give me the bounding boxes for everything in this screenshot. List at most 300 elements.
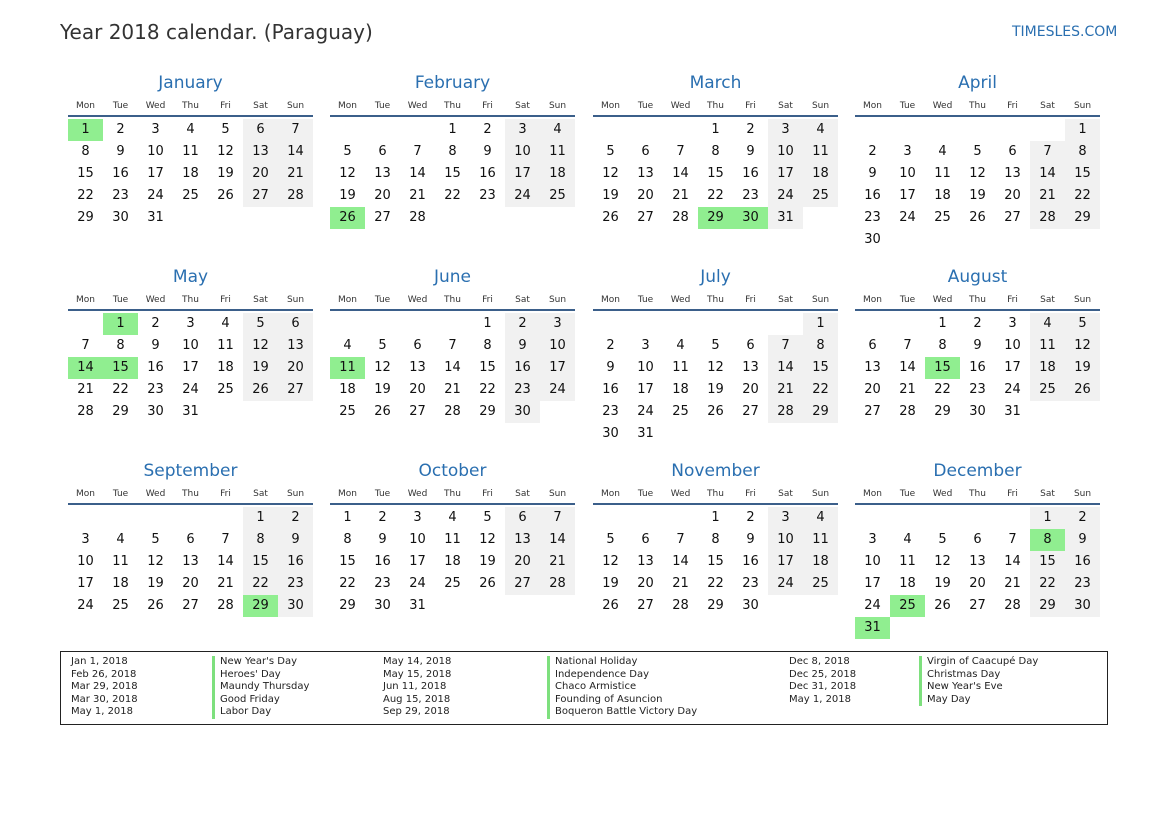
day-cell: 4 [221, 316, 230, 331]
weekday-header: Tue [112, 489, 129, 499]
weekday-header: Wed [670, 101, 691, 111]
day-cell: 13 [1004, 166, 1021, 181]
day-cell: 11 [112, 554, 129, 569]
day-cell: 9 [378, 532, 387, 547]
day-cell: 28 [278, 185, 313, 207]
month-name: July [700, 267, 731, 287]
weekday-header: Fri [482, 489, 493, 499]
day-cell: 25 [217, 382, 234, 397]
day-cell: 19 [1065, 357, 1100, 379]
day-cell: 9 [278, 529, 313, 551]
weekday-header: Wed [145, 295, 166, 305]
day-cell: 4 [903, 532, 912, 547]
day-cell: 2 [868, 144, 877, 159]
day-cell: 28 [409, 210, 426, 225]
day-cell: 13 [637, 554, 654, 569]
day-cell: 5 [243, 313, 278, 335]
weekday-header: Sat [1040, 489, 1055, 499]
day-cell: 23 [742, 576, 759, 591]
holiday-name: Virgin of Caacupé Day [919, 656, 1038, 669]
weekday-header: Fri [745, 489, 756, 499]
day-cell: 3 [868, 532, 877, 547]
day-cell: 8 [116, 338, 125, 353]
holiday-day-cell: 30 [733, 207, 768, 229]
month-name: December [933, 461, 1022, 481]
day-cell: 18 [339, 382, 356, 397]
day-cell: 17 [540, 357, 575, 379]
weekday-header: Mon [338, 101, 357, 111]
header-rule [68, 115, 313, 117]
day-cell: 26 [934, 598, 951, 613]
day-cell: 29 [112, 404, 129, 419]
day-cell: 8 [803, 335, 838, 357]
weekday-header: Sat [253, 295, 268, 305]
day-cell: 31 [637, 426, 654, 441]
day-cell: 2 [378, 510, 387, 525]
month-july [593, 267, 838, 457]
holiday-date: Jun 11, 2018 [383, 681, 447, 693]
day-cell: 1 [1030, 507, 1065, 529]
day-cell: 19 [243, 357, 278, 379]
weekday-header: Sat [1040, 295, 1055, 305]
day-cell: 7 [676, 144, 685, 159]
weekday-header: Mon [338, 295, 357, 305]
weekday-header: Mon [76, 489, 95, 499]
header-rule [593, 115, 838, 117]
weekday-header: Sat [778, 101, 793, 111]
day-cell: 28 [77, 404, 94, 419]
day-cell: 31 [409, 598, 426, 613]
weekday-header: Sat [778, 489, 793, 499]
weekday-header: Fri [745, 101, 756, 111]
day-cell: 30 [112, 210, 129, 225]
day-cell: 21 [217, 576, 234, 591]
day-cell: 9 [868, 166, 877, 181]
day-cell: 12 [243, 335, 278, 357]
day-cell: 11 [672, 360, 689, 375]
holiday-day-cell: 26 [330, 207, 365, 229]
day-cell: 31 [147, 210, 164, 225]
day-cell: 13 [637, 166, 654, 181]
month-may [68, 267, 313, 457]
day-cell: 28 [899, 404, 916, 419]
day-cell: 26 [969, 210, 986, 225]
day-cell: 18 [803, 163, 838, 185]
day-cell: 7 [903, 338, 912, 353]
day-cell: 16 [112, 166, 129, 181]
day-cell: 10 [540, 335, 575, 357]
month-name: August [947, 267, 1008, 287]
day-cell: 23 [969, 382, 986, 397]
holiday-name: May Day [919, 694, 1038, 707]
weekday-header: Fri [745, 295, 756, 305]
day-cell: 6 [243, 119, 278, 141]
day-cell: 21 [768, 379, 803, 401]
day-cell: 10 [899, 166, 916, 181]
day-cell: 11 [1030, 335, 1065, 357]
holiday-day-cell: 29 [243, 595, 278, 617]
weekday-header: Thu [969, 489, 986, 499]
day-cell: 8 [243, 529, 278, 551]
day-cell: 1 [1065, 119, 1100, 141]
day-cell: 16 [742, 166, 759, 181]
day-cell: 3 [641, 338, 650, 353]
day-cell: 31 [182, 404, 199, 419]
day-cell: 19 [147, 576, 164, 591]
day-cell: 12 [479, 532, 496, 547]
weekday-header: Wed [407, 101, 428, 111]
day-cell: 6 [378, 144, 387, 159]
holiday-day-cell: 25 [890, 595, 925, 617]
day-cell: 17 [768, 551, 803, 573]
day-cell: 26 [147, 598, 164, 613]
day-cell: 16 [479, 166, 496, 181]
day-cell: 13 [243, 141, 278, 163]
day-cell: 17 [505, 163, 540, 185]
day-cell: 6 [505, 507, 540, 529]
day-cell: 3 [186, 316, 195, 331]
day-cell: 16 [1065, 551, 1100, 573]
day-cell: 11 [540, 141, 575, 163]
weekday-header: Fri [220, 101, 231, 111]
day-cell: 16 [864, 188, 881, 203]
day-cell: 1 [711, 510, 720, 525]
day-cell: 3 [540, 313, 575, 335]
holiday-day-cell: 31 [855, 617, 890, 639]
header-rule [855, 309, 1100, 311]
holiday-name: Independence Day [547, 669, 697, 682]
day-cell: 5 [343, 144, 352, 159]
day-cell: 6 [413, 338, 422, 353]
day-cell: 13 [969, 554, 986, 569]
weekday-header: Sun [1073, 295, 1092, 305]
weekday-header: Sun [1073, 489, 1092, 499]
month-name: March [689, 73, 742, 93]
day-cell: 20 [505, 551, 540, 573]
day-cell: 6 [1008, 144, 1017, 159]
weekday-header: Sun [286, 489, 305, 499]
day-cell: 29 [479, 404, 496, 419]
day-cell: 18 [803, 551, 838, 573]
day-cell: 27 [1004, 210, 1021, 225]
weekday-header: Thu [182, 489, 199, 499]
day-cell: 29 [77, 210, 94, 225]
day-cell: 12 [1065, 335, 1100, 357]
weekday-header: Thu [444, 295, 461, 305]
weekday-header: Tue [899, 101, 916, 111]
weekday-header: Fri [482, 295, 493, 305]
day-cell: 19 [339, 188, 356, 203]
day-cell: 21 [672, 188, 689, 203]
day-cell: 28 [1004, 598, 1021, 613]
day-cell: 12 [934, 554, 951, 569]
holiday-day-cell: 15 [103, 357, 138, 379]
day-cell: 4 [116, 532, 125, 547]
day-cell: 7 [448, 338, 457, 353]
weekday-header: Tue [899, 489, 916, 499]
weekday-header: Mon [601, 295, 620, 305]
day-cell: 4 [1030, 313, 1065, 335]
weekday-header: Thu [182, 101, 199, 111]
holiday-date: Feb 26, 2018 [71, 668, 137, 680]
weekday-header: Sat [253, 101, 268, 111]
day-cell: 13 [864, 360, 881, 375]
day-cell: 22 [112, 382, 129, 397]
day-cell: 24 [899, 210, 916, 225]
day-cell: 15 [707, 554, 724, 569]
holiday-date: May 14, 2018 [383, 656, 452, 667]
header-rule [855, 503, 1100, 505]
weekday-header: Mon [863, 101, 882, 111]
day-cell: 14 [672, 554, 689, 569]
day-cell: 13 [182, 554, 199, 569]
day-cell: 10 [864, 554, 881, 569]
day-cell: 12 [707, 360, 724, 375]
day-cell: 3 [768, 507, 803, 529]
day-cell: 23 [1065, 573, 1100, 595]
day-cell: 21 [278, 163, 313, 185]
day-cell: 29 [339, 598, 356, 613]
weekday-header: Fri [1007, 489, 1018, 499]
weekday-header: Thu [182, 295, 199, 305]
day-cell: 23 [112, 188, 129, 203]
day-cell: 31 [1004, 404, 1021, 419]
weekday-header: Sat [515, 295, 530, 305]
legend-names-col-3 [919, 656, 1038, 706]
weekday-header: Mon [76, 295, 95, 305]
day-cell: 27 [742, 404, 759, 419]
holiday-name: Chaco Armistice [547, 681, 697, 694]
day-cell: 1 [938, 316, 947, 331]
day-cell: 21 [1004, 576, 1021, 591]
day-cell: 17 [1004, 360, 1021, 375]
day-cell: 9 [746, 532, 755, 547]
day-cell: 24 [540, 379, 575, 401]
day-cell: 22 [1030, 573, 1065, 595]
month-january [68, 73, 313, 263]
day-cell: 7 [1008, 532, 1017, 547]
day-cell: 13 [742, 360, 759, 375]
day-cell: 7 [676, 532, 685, 547]
day-cell: 30 [602, 426, 619, 441]
day-cell: 24 [409, 576, 426, 591]
day-cell: 15 [243, 551, 278, 573]
day-cell: 21 [444, 382, 461, 397]
day-cell: 22 [707, 188, 724, 203]
holiday-name: Christmas Day [919, 669, 1038, 682]
day-cell: 23 [505, 379, 540, 401]
day-cell: 1 [343, 510, 352, 525]
day-cell: 29 [803, 401, 838, 423]
holiday-day-cell: 1 [103, 313, 138, 335]
day-cell: 23 [147, 382, 164, 397]
day-cell: 18 [899, 576, 916, 591]
day-cell: 19 [602, 576, 619, 591]
day-cell: 1 [711, 122, 720, 137]
day-cell: 9 [483, 144, 492, 159]
day-cell: 13 [409, 360, 426, 375]
day-cell: 14 [540, 529, 575, 551]
day-cell: 20 [864, 382, 881, 397]
day-cell: 27 [864, 404, 881, 419]
day-cell: 11 [444, 532, 461, 547]
holiday-day-cell: 15 [925, 357, 960, 379]
day-cell: 27 [969, 598, 986, 613]
day-cell: 10 [182, 338, 199, 353]
holiday-name: Maundy Thursday [212, 681, 309, 694]
day-cell: 8 [1065, 141, 1100, 163]
day-cell: 8 [448, 144, 457, 159]
month-name: June [433, 267, 472, 287]
day-cell: 30 [742, 598, 759, 613]
day-cell: 2 [505, 313, 540, 335]
day-cell: 27 [374, 210, 391, 225]
weekday-header: Wed [932, 489, 953, 499]
weekday-header: Mon [863, 295, 882, 305]
weekday-header: Wed [670, 295, 691, 305]
day-cell: 22 [339, 576, 356, 591]
day-cell: 20 [742, 382, 759, 397]
day-cell: 29 [1030, 595, 1065, 617]
day-cell: 5 [711, 338, 720, 353]
day-cell: 21 [540, 551, 575, 573]
day-cell: 24 [864, 598, 881, 613]
day-cell: 2 [151, 316, 160, 331]
day-cell: 18 [934, 188, 951, 203]
holiday-date: Sep 29, 2018 [383, 706, 450, 718]
day-cell: 24 [637, 404, 654, 419]
day-cell: 15 [1030, 551, 1065, 573]
weekday-header: Sat [515, 101, 530, 111]
weekday-header: Mon [76, 101, 95, 111]
day-cell: 24 [768, 185, 803, 207]
day-cell: 8 [711, 144, 720, 159]
day-cell: 1 [448, 122, 457, 137]
day-cell: 17 [768, 163, 803, 185]
day-cell: 25 [444, 576, 461, 591]
day-cell: 20 [182, 576, 199, 591]
day-cell: 11 [934, 166, 951, 181]
day-cell: 12 [602, 554, 619, 569]
header-rule [855, 115, 1100, 117]
day-cell: 5 [483, 510, 492, 525]
day-cell: 20 [637, 188, 654, 203]
day-cell: 24 [77, 598, 94, 613]
weekday-header: Thu [707, 489, 724, 499]
day-cell: 18 [444, 554, 461, 569]
day-cell: 9 [973, 338, 982, 353]
header-rule [68, 503, 313, 505]
holiday-name: New Year's Eve [919, 681, 1038, 694]
weekday-header: Sun [811, 295, 830, 305]
day-cell: 30 [969, 404, 986, 419]
day-cell: 11 [182, 144, 199, 159]
holiday-date: Aug 15, 2018 [383, 693, 451, 705]
weekday-header: Sat [1040, 101, 1055, 111]
month-september [68, 461, 313, 651]
day-cell: 11 [217, 338, 234, 353]
day-cell: 14 [409, 166, 426, 181]
holiday-name: National Holiday [547, 656, 697, 669]
day-cell: 17 [409, 554, 426, 569]
header-rule [593, 503, 838, 505]
day-cell: 5 [938, 532, 947, 547]
month-march [593, 73, 838, 263]
day-cell: 1 [243, 507, 278, 529]
day-cell: 2 [278, 507, 313, 529]
holiday-day-cell: 14 [68, 357, 103, 379]
day-cell: 26 [217, 188, 234, 203]
weekday-header: Thu [969, 101, 986, 111]
day-cell: 20 [278, 357, 313, 379]
month-name: February [414, 73, 491, 93]
day-cell: 18 [1030, 357, 1065, 379]
day-cell: 17 [77, 576, 94, 591]
holiday-day-cell: 1 [68, 119, 103, 141]
day-cell: 22 [444, 188, 461, 203]
day-cell: 19 [602, 188, 619, 203]
day-cell: 20 [1004, 188, 1021, 203]
day-cell: 23 [374, 576, 391, 591]
header-rule [68, 309, 313, 311]
day-cell: 9 [505, 335, 540, 357]
day-cell: 5 [221, 122, 230, 137]
weekday-header: Sun [811, 101, 830, 111]
day-cell: 3 [768, 119, 803, 141]
day-cell: 12 [602, 166, 619, 181]
weekday-header: Fri [1007, 295, 1018, 305]
holiday-date: May 1, 2018 [71, 706, 134, 718]
day-cell: 26 [1065, 379, 1100, 401]
day-cell: 3 [505, 119, 540, 141]
day-cell: 14 [278, 141, 313, 163]
weekday-header: Sat [515, 489, 530, 499]
weekday-header: Wed [932, 295, 953, 305]
day-cell: 24 [182, 382, 199, 397]
weekday-header: Wed [145, 489, 166, 499]
day-cell: 22 [707, 576, 724, 591]
day-cell: 28 [444, 404, 461, 419]
day-cell: 2 [746, 122, 755, 137]
day-cell: 16 [374, 554, 391, 569]
day-cell: 17 [637, 382, 654, 397]
weekday-header: Sun [1073, 101, 1092, 111]
day-cell: 14 [899, 360, 916, 375]
weekday-header: Mon [863, 489, 882, 499]
day-cell: 14 [672, 166, 689, 181]
weekday-header: Tue [637, 489, 654, 499]
day-cell: 29 [707, 598, 724, 613]
day-cell: 7 [81, 338, 90, 353]
day-cell: 9 [606, 360, 615, 375]
day-cell: 29 [934, 404, 951, 419]
holiday-name: Boqueron Battle Victory Day [547, 706, 697, 719]
day-cell: 27 [409, 404, 426, 419]
day-cell: 24 [147, 188, 164, 203]
weekday-header: Tue [112, 295, 129, 305]
day-cell: 13 [374, 166, 391, 181]
day-cell: 3 [903, 144, 912, 159]
weekday-header: Tue [899, 295, 916, 305]
brand-link[interactable]: TIMESLES.COM [1012, 24, 1118, 40]
day-cell: 5 [151, 532, 160, 547]
day-cell: 14 [444, 360, 461, 375]
day-cell: 17 [147, 166, 164, 181]
day-cell: 12 [339, 166, 356, 181]
day-cell: 20 [409, 382, 426, 397]
day-cell: 8 [483, 338, 492, 353]
weekday-header: Wed [407, 489, 428, 499]
